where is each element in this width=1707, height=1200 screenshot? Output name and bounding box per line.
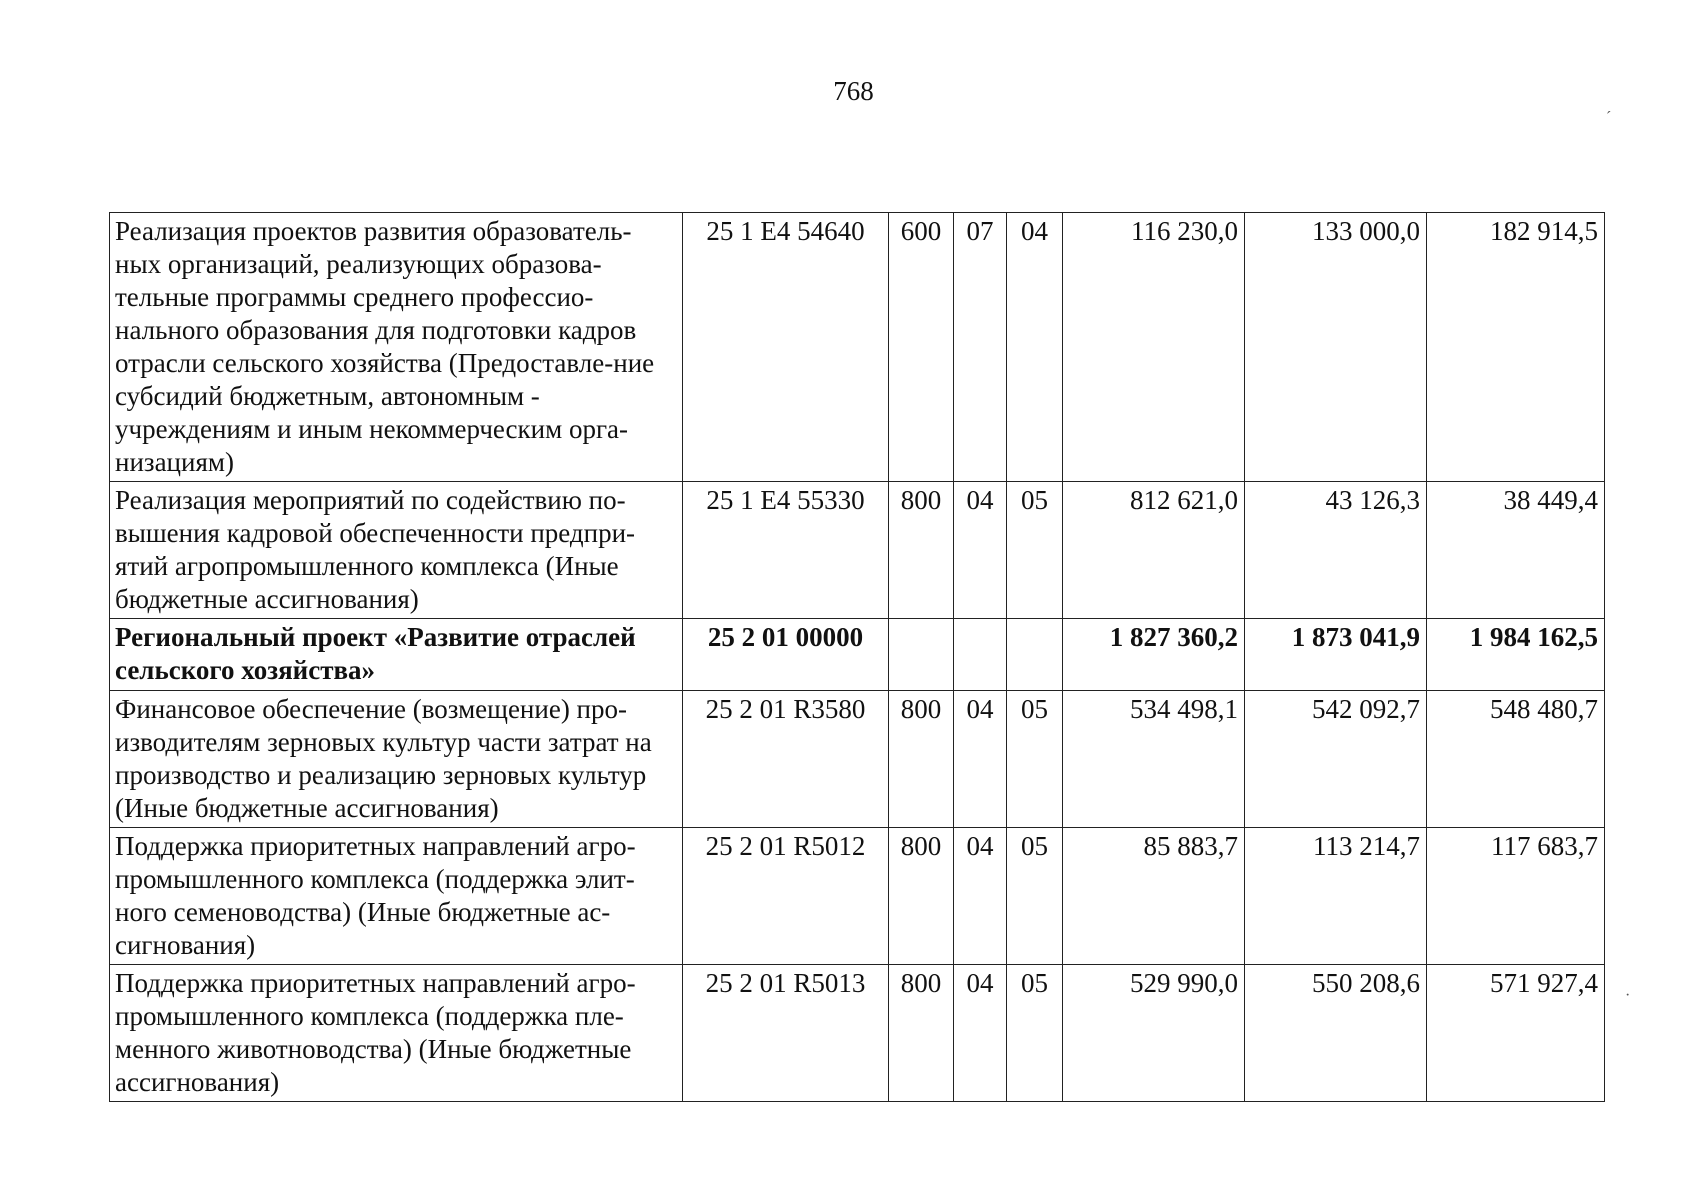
row-vr-code: 600 (889, 213, 954, 482)
row-sum-year-2: 113 214,7 (1245, 828, 1427, 965)
table-row (110, 828, 1605, 965)
row-sum-year-1: 116 230,0 (1063, 213, 1245, 482)
row-vr-code: 800 (889, 691, 954, 828)
row-pr-code: 05 (1007, 482, 1063, 619)
table-row (110, 691, 1605, 828)
row-pr-code: 05 (1007, 828, 1063, 965)
row-sum-year-3: 38 449,4 (1427, 482, 1605, 619)
table-row (110, 965, 1605, 1102)
row-description: Поддержка приоритетных направлений агро-промышленного комплекса (поддержка пле-менного животноводства) (Иные бюджетные ассигнования) (110, 965, 683, 1102)
row-sum-year-3: 571 927,4 (1427, 965, 1605, 1102)
row-rz-code: 07 (954, 213, 1007, 482)
row-description: Реализация проектов развития образователь-ных организаций, реализующих образова-тельные программы среднего профессио-нального образования для подготовки кадров отрасли сельского хозяйства (Предоставле-ние субсидий бюджетным, автономным - учреждениям и иным некоммерческим орга-низациям) (110, 213, 683, 482)
table-row (110, 213, 1605, 482)
table-row (110, 482, 1605, 619)
row-sum-year-1: 529 990,0 (1063, 965, 1245, 1102)
row-pr-code: 05 (1007, 965, 1063, 1102)
row-rz-code: 04 (954, 828, 1007, 965)
row-sum-year-1: 1 827 360,2 (1063, 619, 1245, 691)
row-sum-year-3: 117 683,7 (1427, 828, 1605, 965)
row-sum-year-1: 85 883,7 (1063, 828, 1245, 965)
row-csr-code: 25 1 E4 55330 (683, 482, 889, 619)
budget-table (109, 212, 1605, 1102)
row-sum-year-2: 550 208,6 (1245, 965, 1427, 1102)
row-pr-code: 04 (1007, 213, 1063, 482)
row-csr-code: 25 2 01 00000 (683, 619, 889, 691)
row-sum-year-3: 1 984 162,5 (1427, 619, 1605, 691)
row-rz-code: 04 (954, 691, 1007, 828)
row-description: Региональный проект «Развитие отраслей сельского хозяйства» (110, 619, 683, 691)
row-rz-code: 04 (954, 965, 1007, 1102)
row-sum-year-2: 542 092,7 (1245, 691, 1427, 828)
row-vr-code: 800 (889, 828, 954, 965)
row-sum-year-3: 548 480,7 (1427, 691, 1605, 828)
scan-speck-mark: ´ (1606, 109, 1612, 126)
row-csr-code: 25 2 01 R3580 (683, 691, 889, 828)
table-row-section (110, 619, 1605, 691)
row-csr-code: 25 2 01 R5012 (683, 828, 889, 965)
row-pr-code (1007, 619, 1063, 691)
row-vr-code: 800 (889, 482, 954, 619)
row-description: Финансовое обеспечение (возмещение) про-изводителям зерновых культур части затрат на производство и реализацию зерновых культур (Иные бюджетные ассигнования) (110, 691, 683, 828)
row-sum-year-2: 1 873 041,9 (1245, 619, 1427, 691)
row-vr-code: 800 (889, 965, 954, 1102)
row-csr-code: 25 2 01 R5013 (683, 965, 889, 1102)
row-sum-year-1: 812 621,0 (1063, 482, 1245, 619)
row-sum-year-2: 133 000,0 (1245, 213, 1427, 482)
row-vr-code (889, 619, 954, 691)
row-pr-code: 05 (1007, 691, 1063, 828)
row-description: Реализация мероприятий по содействию по-вышения кадровой обеспеченности предпри-ятий агропромышленного комплекса (Иные бюджетные ассигнования) (110, 482, 683, 619)
row-description: Поддержка приоритетных направлений агро-промышленного комплекса (поддержка элит-ного семеноводства) (Иные бюджетные ас-сигнования) (110, 828, 683, 965)
page-number: 768 (833, 76, 874, 106)
scan-speck-mark: · (1625, 987, 1631, 1004)
row-sum-year-1: 534 498,1 (1063, 691, 1245, 828)
row-sum-year-3: 182 914,5 (1427, 213, 1605, 482)
row-rz-code: 04 (954, 482, 1007, 619)
row-sum-year-2: 43 126,3 (1245, 482, 1427, 619)
row-rz-code (954, 619, 1007, 691)
row-csr-code: 25 1 E4 54640 (683, 213, 889, 482)
